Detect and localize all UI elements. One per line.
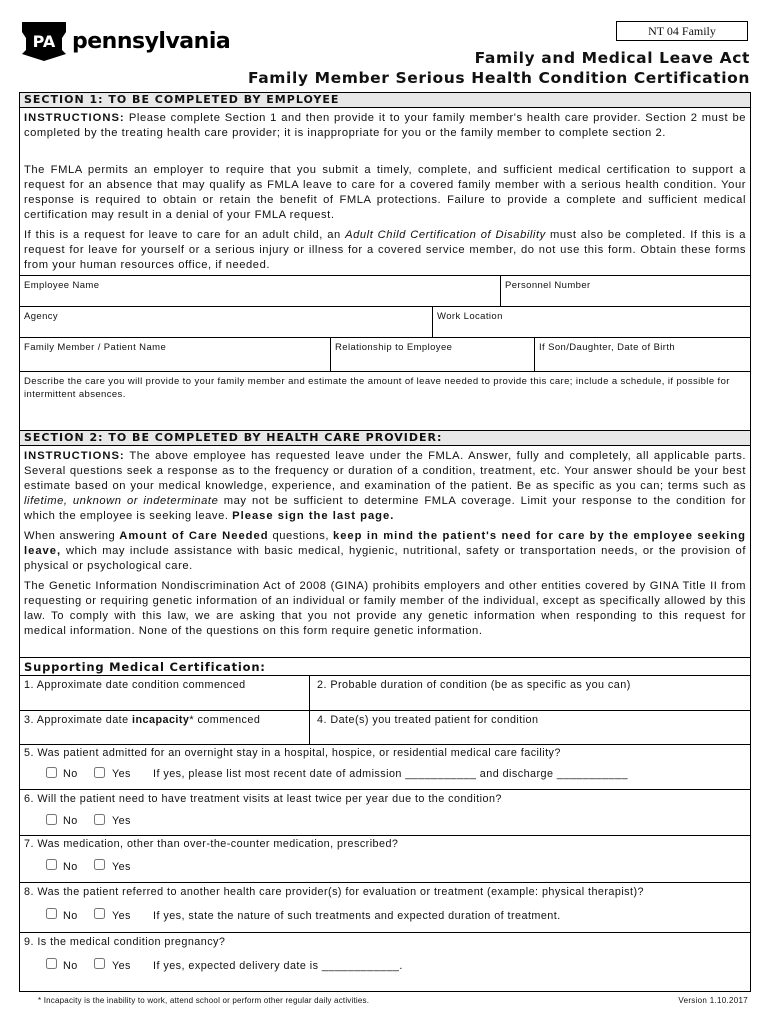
question-7: 7. Was medication, other than over-the-counter medication, prescribed?	[24, 838, 399, 850]
q9-followup: If yes, expected delivery date is ____________.	[153, 960, 403, 972]
divider	[19, 744, 751, 745]
question-9: 9. Is the medical condition pregnancy?	[24, 936, 226, 948]
divider	[309, 675, 310, 710]
form-code-box: NT 04 Family	[616, 21, 748, 41]
divider	[19, 675, 751, 676]
amount-of-care-paragraph: When answering Amount of Care Needed questions, keep in mind the patient's need for care by the employee seeking leave, which may include assistance with basic medical, hygienic, nutritional, safety or transportation needs, or the provision of physical or psychological care.	[24, 530, 746, 572]
adult-child-form-name: Adult Child Certification of Disability	[345, 229, 546, 241]
question-6: 6. Will the patient need to have treatment visits at least twice per year due to the condition?	[24, 793, 502, 805]
q8-yes-checkbox[interactable]	[94, 908, 105, 919]
q9-no-label: No	[63, 960, 78, 972]
form-title: Family and Medical Leave Act	[474, 49, 750, 67]
describe-care-label: Describe the care you will provide to your family member and estimate the amount of leave needed to provide this care; include a schedule, if possible for intermittent absences.	[24, 376, 730, 400]
question-4: 4. Date(s) you treated patient for condition	[317, 714, 539, 726]
q5-no-checkbox[interactable]	[46, 767, 57, 778]
q9-yes-checkbox[interactable]	[94, 958, 105, 969]
keystone-icon	[20, 20, 68, 62]
relationship-field[interactable]	[335, 354, 530, 366]
q9-no-checkbox[interactable]	[46, 958, 57, 969]
section2-instructions-label: INSTRUCTIONS:	[24, 450, 125, 462]
q6-no-checkbox[interactable]	[46, 814, 57, 825]
incapacity-footnote: * Incapacity is the inability to work, attend school or perform other regular daily activities.	[38, 996, 370, 1005]
agency-label: Agency	[24, 311, 59, 322]
q4-dates-field[interactable]	[317, 728, 745, 742]
section2-instructions: INSTRUCTIONS: The above employee has requested leave under the FMLA. Answer, fully and completely, all applicable parts. Several questions seek a response as to the frequency or duration of a condition, treatment, etc. Your answer should be your best estimate based on your medical knowledge, experience, and examination of the patient. Be as specific as you can; terms such as lifetime, unknown or indeterminate may not be sufficient to determine FMLA coverage. Limit your response to the condition for which the employee is seeking leave. Please sign the last page.	[24, 450, 746, 522]
sign-last-page-note: Please sign the last page.	[232, 510, 395, 522]
work-location-label: Work Location	[437, 311, 503, 322]
divider	[19, 710, 751, 711]
divider	[19, 371, 751, 372]
section1-instructions-text: Please complete Section 1 and then provide it to your family member's health care provider. Section 2 must be completed by the treating health care provider; it is inappropriate for you or the family member to complete section 2.	[24, 112, 746, 139]
q1-date-field[interactable]	[24, 694, 304, 708]
question-3: 3. Approximate date incapacity* commenced	[24, 714, 261, 726]
q5-yes-checkbox[interactable]	[94, 767, 105, 778]
personnel-number-field[interactable]	[505, 292, 745, 304]
question-8: 8. Was the patient referred to another health care provider(s) for evaluation or treatment (example: physical therapist)?	[24, 886, 644, 898]
q7-no-label: No	[63, 861, 78, 873]
divider	[500, 275, 501, 306]
describe-care-field[interactable]	[24, 402, 746, 426]
section1-fmla-paragraph: The FMLA permits an employer to require that you submit a timely, complete, and sufficient medical certification to support a request for an absence that may qualify as FMLA leave to care for a covered family member with a serious health condition. Your response is required to obtain or retain the benefit of FMLA protections. Failure to provide a complete and sufficient medical certification may result in a denial of your FMLA request.	[24, 164, 746, 221]
section1-instructions-label: INSTRUCTIONS:	[24, 112, 125, 124]
divider	[432, 306, 433, 337]
q6-yes-label: Yes	[112, 815, 131, 827]
divider	[19, 337, 751, 338]
divider	[19, 882, 751, 883]
q7-yes-checkbox[interactable]	[94, 859, 105, 870]
q5-followup: If yes, please list most recent date of admission ___________ and discharge ___________	[153, 768, 628, 780]
logo-wordmark: pennsylvania	[72, 28, 231, 54]
supporting-certification-heading: Supporting Medical Certification:	[24, 660, 266, 674]
q8-no-checkbox[interactable]	[46, 908, 57, 919]
divider	[309, 710, 310, 744]
version-label: Version 1.10.2017	[678, 996, 748, 1005]
employee-name-field[interactable]	[24, 292, 494, 304]
incapacity-term: incapacity	[132, 714, 190, 726]
q7-yes-label: Yes	[112, 861, 131, 873]
logo-badge-text: PA	[32, 32, 56, 51]
divider	[19, 657, 751, 658]
q8-no-label: No	[63, 910, 78, 922]
indeterminate-terms: lifetime, unknown or indeterminate	[24, 495, 219, 507]
q6-no-label: No	[63, 815, 78, 827]
question-2: 2. Probable duration of condition (be as specific as you can)	[317, 679, 631, 691]
section2-heading: SECTION 2: TO BE COMPLETED BY HEALTH CARE PROVIDER:	[19, 430, 751, 446]
section1-instructions	[24, 111, 746, 141]
question-1: 1. Approximate date condition commenced	[24, 679, 246, 691]
q5-yes-label: Yes	[112, 768, 131, 780]
q8-followup: If yes, state the nature of such treatments and expected duration of treatment.	[153, 910, 561, 922]
relationship-label: Relationship to Employee	[335, 342, 453, 353]
question-5: 5. Was patient admitted for an overnight stay in a hospital, hospice, or residential medical care facility?	[24, 747, 561, 759]
gina-paragraph: The Genetic Information Nondiscrimination Act of 2008 (GINA) prohibits employers and other entities covered by GINA Title II from requesting or requiring genetic information of an individual or family member of the individual, except as specifically allowed by this law. To comply with this law, we are asking that you not provide any genetic information when responding to this request for medical information. None of the questions on this form require genetic information.	[24, 580, 746, 637]
q7-no-checkbox[interactable]	[46, 859, 57, 870]
section1-adult-child-paragraph: If this is a request for leave to care for an adult child, an Adult Child Certification of Disability must also be completed. If this is a request for leave for yourself or a serious injury or illness for a covered service member, do not use this form. Obtain these forms from your human resources office, if needed.	[24, 229, 746, 271]
divider	[19, 789, 751, 790]
work-location-field[interactable]	[437, 323, 745, 335]
form-subtitle: Family Member Serious Health Condition Certification	[247, 69, 750, 87]
q5-no-label: No	[63, 768, 78, 780]
dob-label: If Son/Daughter, Date of Birth	[539, 342, 676, 353]
pa-logo	[20, 20, 230, 62]
divider	[19, 932, 751, 933]
dob-field[interactable]	[539, 354, 745, 366]
section1-heading: SECTION 1: TO BE COMPLETED BY EMPLOYEE	[19, 92, 751, 108]
family-member-field[interactable]	[24, 354, 324, 366]
q6-yes-checkbox[interactable]	[94, 814, 105, 825]
employee-name-label: Employee Name	[24, 280, 100, 291]
divider	[330, 337, 331, 371]
family-member-label: Family Member / Patient Name	[24, 342, 167, 353]
personnel-number-label: Personnel Number	[505, 280, 591, 291]
q2-duration-field[interactable]	[317, 694, 745, 708]
divider	[19, 306, 751, 307]
divider	[19, 275, 751, 276]
q3-date-field[interactable]	[24, 728, 304, 742]
divider	[534, 337, 535, 371]
divider	[19, 835, 751, 836]
agency-field[interactable]	[24, 323, 424, 335]
q9-yes-label: Yes	[112, 960, 131, 972]
q8-yes-label: Yes	[112, 910, 131, 922]
